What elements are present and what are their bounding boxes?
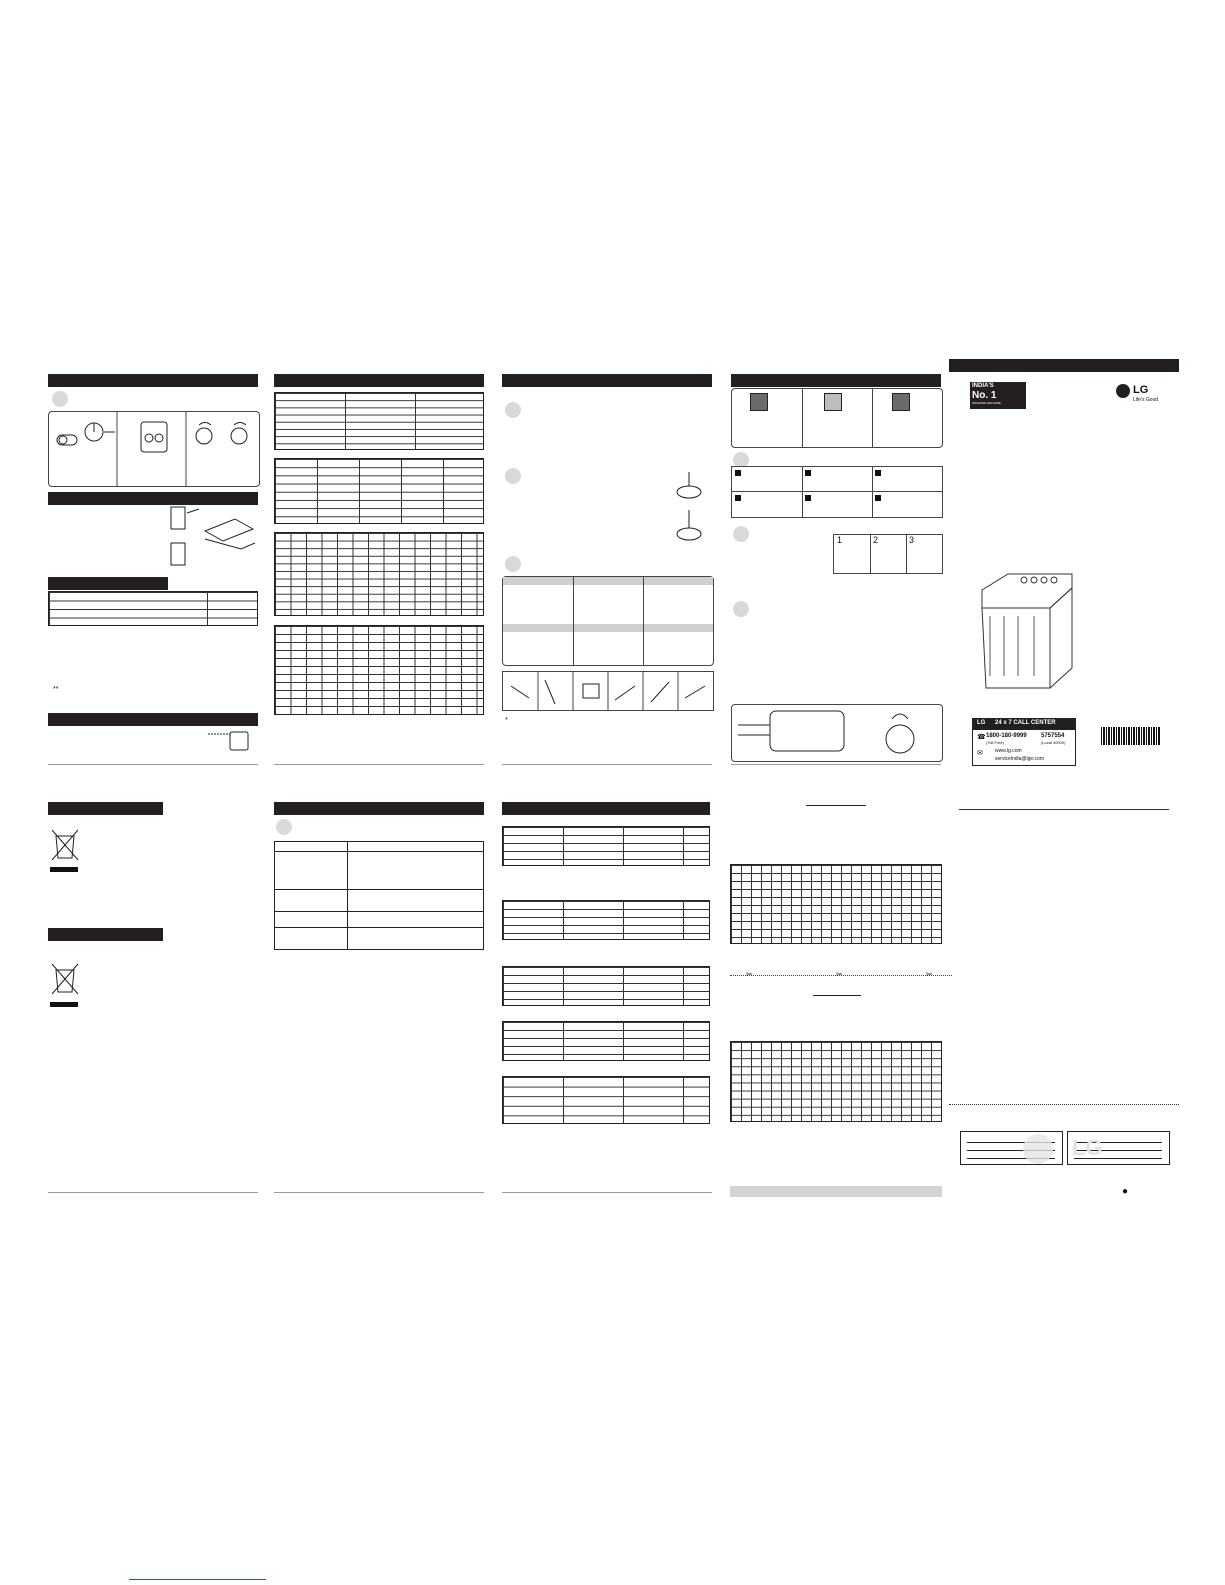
column-divider [643, 577, 644, 665]
tub-filling-illustration [165, 503, 260, 578]
maintenance-steps-grid [731, 466, 943, 518]
drain-hose-illustration [206, 726, 256, 756]
page-divider [502, 764, 712, 765]
section-header-bar [48, 802, 163, 815]
drain-figure [732, 705, 942, 761]
toll-free-number: 1800-180-9999 [986, 733, 1027, 739]
badge-line-2: No. 1 [972, 390, 997, 401]
row-divider [732, 491, 942, 492]
guide-table-header [503, 577, 713, 585]
row-divider [275, 889, 483, 890]
address-label-left [960, 1131, 1063, 1165]
scissors-icon: ✂ [836, 970, 843, 979]
guide-table-subheader [503, 624, 713, 632]
page-divider [48, 764, 258, 765]
care-image [892, 393, 910, 411]
call-center-header [973, 719, 1075, 730]
dial-controls-figure [49, 412, 259, 486]
bottom-link-underline [129, 1579, 266, 1580]
india-no1-badge [970, 382, 1026, 409]
battery-bin-icon [50, 962, 80, 1000]
care-illustration-panel [731, 388, 943, 448]
mail-icon: ✉ [977, 750, 983, 757]
scissors-icon: ✂ [746, 970, 753, 979]
cover-header-bar [949, 359, 1179, 372]
row-divider [275, 911, 483, 912]
step-marker [805, 495, 811, 501]
service-table-5 [502, 1076, 710, 1124]
lg-logo-mark [1116, 384, 1130, 398]
step-badge [505, 402, 521, 418]
control-panel-illustration [48, 411, 260, 487]
page-divider [959, 809, 1169, 810]
weee-bar [50, 867, 78, 872]
spec-table-3 [274, 532, 484, 616]
section-header-bar [274, 374, 484, 387]
battery-bar [50, 1002, 78, 1007]
customer-record-table-2 [730, 1041, 942, 1122]
website[interactable]: www.lg.com [995, 748, 1022, 754]
watermark-logo [1023, 1134, 1053, 1164]
toll-free-note: (Toll Free) [986, 740, 1005, 745]
care-image [750, 393, 768, 411]
phone-icon: ☎ [977, 734, 986, 741]
local-note: (Local 40000) [1041, 740, 1066, 745]
page-dot: ● [1122, 1186, 1129, 1197]
call-center-title: 24 x 7 CALL CENTER [995, 720, 1056, 726]
step-marker [805, 470, 811, 476]
step-marker [735, 470, 741, 476]
machine-drain-illustration [731, 704, 943, 762]
spec-table-2 [274, 458, 484, 524]
barcode [1101, 727, 1161, 745]
lint-filter-figure [503, 672, 713, 710]
step-marker [735, 495, 741, 501]
step-badge [276, 819, 292, 835]
page-divider [48, 1192, 258, 1193]
call-center-brand: LG [977, 720, 986, 726]
lg-logo [1116, 384, 1166, 406]
scissors-icon: ✂ [926, 970, 933, 979]
footer-band [730, 1186, 942, 1197]
badge-line-1: INDIA'S [972, 383, 994, 389]
row-divider [275, 927, 483, 928]
section-header-bar [502, 802, 710, 815]
step-badge [505, 468, 521, 484]
section-header-bar [274, 802, 484, 815]
page-divider [274, 764, 484, 765]
step-number: 3 [909, 535, 915, 545]
page-divider [274, 1192, 484, 1193]
column-divider [872, 467, 873, 517]
washing-guide-table [502, 576, 714, 666]
step-badge [733, 601, 749, 617]
care-image [824, 393, 842, 411]
spec-table-4 [274, 625, 484, 715]
step-badge [52, 391, 68, 407]
address-label-right [1067, 1131, 1170, 1165]
lg-logo-wordmark: LG [1133, 384, 1149, 396]
service-table-4 [502, 1021, 710, 1061]
lg-tagline: Life's Good [1133, 397, 1159, 403]
dotted-cut-line [949, 1104, 1179, 1105]
washing-machine-illustration [968, 568, 1078, 693]
footnote-marker: ** [53, 686, 59, 693]
service-table-3 [502, 966, 710, 1006]
column-divider [906, 535, 907, 573]
local-number: 5757554 [1041, 733, 1065, 739]
footnote-marker: * [505, 717, 508, 724]
service-table-2 [502, 900, 710, 940]
section-header-bar [48, 577, 168, 590]
column-divider [347, 842, 348, 949]
step-badge [505, 556, 521, 572]
pulsator-illustration [675, 470, 705, 550]
column-divider [872, 389, 873, 447]
step-badge [733, 526, 749, 542]
call-center-card [972, 718, 1076, 766]
form-title-underline [813, 995, 861, 996]
step-marker [875, 495, 881, 501]
step-number: 1 [837, 535, 843, 545]
filter-cleaning-steps [833, 534, 943, 574]
customer-record-table-1 [730, 864, 942, 944]
row-divider [275, 851, 483, 852]
troubleshooting-table [274, 841, 484, 950]
column-divider [870, 535, 871, 573]
section-header-bar [48, 713, 258, 726]
section-header-bar [731, 374, 941, 387]
section-header-bar [502, 374, 712, 387]
service-table-1 [502, 826, 710, 866]
page-divider [502, 1192, 712, 1193]
weee-bin-icon [50, 828, 80, 866]
watermark-wordmark: LG [1072, 1135, 1103, 1160]
step-number: 2 [873, 535, 879, 545]
column-divider [802, 467, 803, 517]
lint-filter-steps-illustration [502, 671, 714, 711]
section-header-bar [48, 374, 258, 387]
badge-line-3: WASHING MACHINE [972, 401, 1001, 405]
page-divider [731, 764, 941, 765]
section-header-bar [48, 928, 163, 941]
spec-table-1 [274, 392, 484, 450]
specification-table [48, 591, 258, 626]
step-marker [875, 470, 881, 476]
support-email[interactable]: serviceindia@lge.com [995, 756, 1044, 762]
column-divider [802, 389, 803, 447]
column-divider [573, 577, 574, 665]
form-title-underline [806, 805, 866, 806]
